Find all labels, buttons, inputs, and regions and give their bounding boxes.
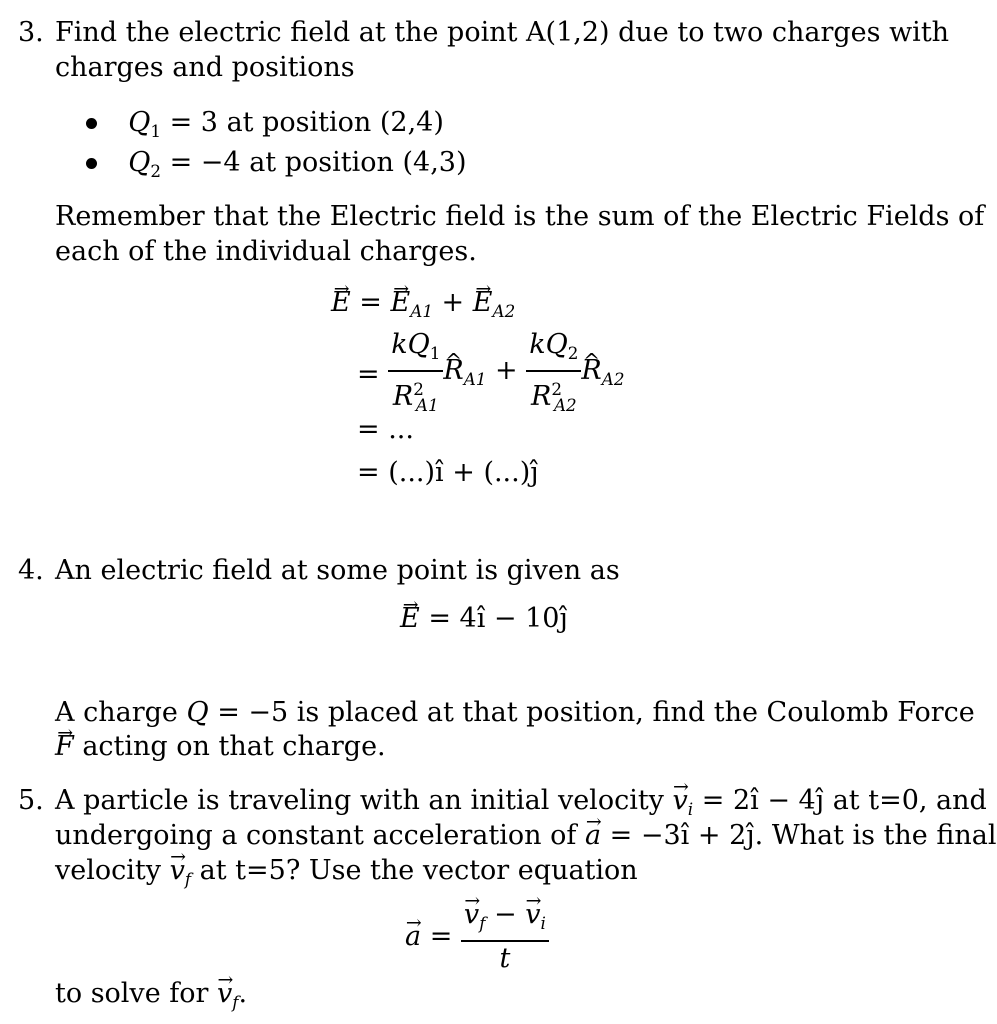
charge-equals: =	[169, 107, 193, 138]
charge-list-item	[86, 106, 444, 148]
charge-list-item	[86, 146, 466, 188]
closing-line: to solve for → $v_f$.	[55, 977, 247, 1019]
problem-3-line2: charges and positions	[55, 52, 355, 83]
charge-position: at position (2,4)	[226, 107, 444, 138]
acceleration-equation: → a = → $\frac{v_f - \to v_i}{t}$	[405, 898, 549, 976]
remember-line1: Remember that the Electric field is the sum of the Electric Fields of	[55, 201, 985, 232]
electric-field-equation: → E = 4î − 10ĵ	[400, 602, 568, 636]
charge-index: 1	[150, 120, 161, 141]
bullet-icon	[86, 158, 97, 169]
problem-4-line3: → F acting on that charge.	[55, 730, 386, 764]
problem-5-line3: velocity → $v_f$ at t=5? Use the vector equation	[55, 854, 638, 896]
charge-position: at position (4,3)	[249, 147, 467, 178]
charge-value: 3	[200, 107, 218, 138]
coulomb-expansion-equation: = $\frac{kQ_1}{R^2_{A1}}$ ^ $R_{A1}$ + $\frac{kQ_2}{R^2_{A2}}$ ^ $R_{A2}$	[357, 328, 625, 422]
charge-q-value: = −5	[217, 697, 289, 728]
bullet-icon	[86, 118, 97, 129]
equation-components: = (...)î + (...)ĵ	[357, 457, 539, 488]
problem-5-line1: A particle is traveling with an initial velocity → $v_i$ = 2î − 4ĵ at t=0, and	[55, 784, 987, 826]
charge-symbol: Q	[128, 147, 151, 178]
charge-value: −4	[200, 147, 241, 178]
problem-5-number: 5.	[18, 785, 44, 816]
field-sum-equation: → E = → $E_{A1}$ + → $E_{A2}$	[331, 286, 515, 328]
acceleration-value: = −3î + 2ĵ.	[609, 820, 764, 851]
initial-velocity-value: = 2î − 4ĵ	[701, 785, 825, 816]
equation-dots: = ...	[357, 414, 414, 445]
problem-4-line1: An electric field at some point is given as	[55, 555, 620, 586]
charge-symbol: Q	[128, 107, 151, 138]
problem-3-number: 3.	[18, 17, 44, 48]
problem-5-line2: undergoing a constant acceleration of → a = −3î + 2ĵ. What is the final	[55, 819, 997, 853]
problem-4-line2: A charge Q = −5 is placed at that position, find the Coulomb Force	[55, 697, 975, 728]
problem-3-line1: Find the electric field at the point A(1,2) due to two charges with	[55, 17, 950, 48]
electric-field-value: = 4î − 10ĵ	[428, 603, 568, 634]
remember-line2: each of the individual charges.	[55, 236, 477, 267]
charge-index: 2	[150, 160, 161, 181]
charge-equals: =	[169, 147, 193, 178]
problem-4-number: 4.	[18, 555, 44, 586]
